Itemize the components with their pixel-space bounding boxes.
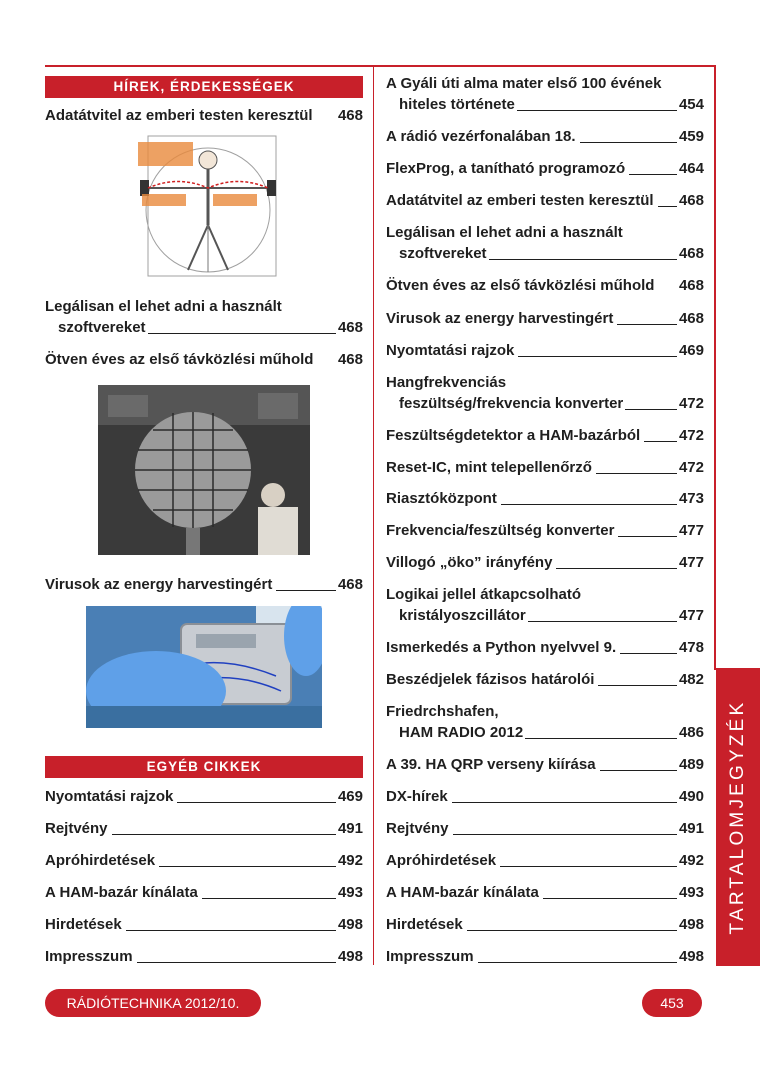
entry-page: 498 [337,916,363,933]
entry-page: 459 [678,128,704,145]
entry-title: Nyomtatási rajzok [386,342,515,359]
toc-entry[interactable] [45,786,363,807]
entry-page: 468 [337,319,363,336]
entry-title: Adatátvitel az emberi testen keresztül [45,107,313,124]
entry-page: 490 [678,788,704,805]
entry-title-line2: hiteles története [399,96,515,113]
entry-page: 469 [678,342,704,359]
entry-title: Virusok az energy harvestingért [386,310,614,327]
entry-title: Riasztóközpont [386,490,497,507]
entry-page: 468 [337,107,363,124]
entry-title: Virusok az energy harvestingért [45,576,273,593]
entry-page: 492 [678,852,704,869]
toc-entry[interactable] [386,73,704,115]
entry-page: 477 [678,522,704,539]
gloved-hand-device-image [86,606,322,728]
entry-title-line2: szoftvereket [399,245,487,262]
entry-title: Adatátvitel az emberi testen keresztül [386,192,654,209]
entry-title-line2: feszültség/frekvencia konverter [399,395,624,412]
entry-title: DX-hírek [386,788,448,805]
entry-title: A 39. HA QRP verseny kiírása [386,756,596,773]
toc-entry[interactable] [386,520,704,541]
toc-entry[interactable] [386,882,704,903]
entry-page: 473 [678,490,704,507]
entry-title-line2: kristályoszcillátor [399,607,526,624]
toc-entry[interactable] [386,457,704,478]
entry-page: 468 [337,351,363,368]
entry-page: 472 [678,427,704,444]
entry-page: 489 [678,756,704,773]
entry-page: 498 [337,948,363,965]
entry-title: Ötven éves az első távközlési műhold [45,351,314,368]
entry-title-line1: Friedrchshafen, [386,703,499,720]
entry-title: A HAM-bazár kínálata [386,884,539,901]
toc-entry[interactable] [45,850,363,871]
toc-entry[interactable] [386,946,704,967]
entry-title: Ötven éves az első távközlési műhold [386,277,655,294]
entry-title: Rejtvény [386,820,449,837]
entry-page: 498 [678,916,704,933]
toc-entry[interactable] [45,946,363,967]
entry-title: Apróhirdetések [45,852,156,869]
entry-title: Ismerkedés a Python nyelvvel 9. [386,639,617,656]
entry-title: Apróhirdetések [386,852,497,869]
toc-entry[interactable] [45,882,363,903]
toc-entry[interactable] [386,754,704,775]
entry-title-line1: A Gyáli úti alma mater első 100 évének [386,75,662,92]
toc-entry[interactable] [386,669,704,690]
toc-entry[interactable] [386,308,704,329]
toc-entry[interactable] [386,425,704,446]
toc-entry[interactable] [386,701,704,743]
entry-title: FlexProg, a tanítható programozó [386,160,626,177]
entry-page: 464 [678,160,704,177]
toc-entry[interactable] [386,222,704,264]
entry-page: 498 [678,948,704,965]
satellite-photo [98,385,310,555]
toc-entry[interactable] [386,914,704,935]
column-divider [373,65,374,965]
toc-entry[interactable] [386,372,704,414]
entry-page: 491 [678,820,704,837]
other-section-header: EGYÉB CIKKEK [45,756,363,778]
entry-title-line1: Hangfrekvenciás [386,374,507,391]
entry-page: 472 [678,459,704,476]
entry-title: Impresszum [45,948,133,965]
entry-page: 493 [678,884,704,901]
entry-page: 469 [337,788,363,805]
toc-entry[interactable] [386,850,704,871]
toc-entry[interactable] [45,105,363,126]
page-number-badge: 453 [642,989,702,1017]
virus-experiment-photo [86,606,322,728]
entry-page: 492 [337,852,363,869]
news-section-header: HÍREK, ÉRDEKESSÉGEK [45,76,363,98]
toc-entry[interactable] [386,584,704,626]
entry-title: Villogó „öko” irányfény [386,554,553,571]
entry-title: Feszültségdetektor a HAM-bazárból [386,427,641,444]
entry-page: 468 [678,192,704,209]
entry-page: 477 [678,607,704,624]
entry-page: 468 [678,310,704,327]
toc-entry[interactable] [45,349,363,370]
toc-entry[interactable] [386,126,704,147]
toc-entry[interactable] [386,275,704,296]
toc-entry[interactable] [45,296,363,338]
toc-entry[interactable] [386,340,704,361]
toc-entry[interactable] [386,637,704,658]
entry-page: 486 [678,724,704,741]
entry-title-line1: Legálisan el lehet adni a használt [45,298,282,315]
right-rule [714,65,716,670]
entry-page: 493 [337,884,363,901]
entry-title: A rádió vezérfonalában 18. [386,128,576,145]
entry-page: 472 [678,395,704,412]
telstar-satellite-image [98,385,310,555]
toc-entry[interactable] [45,818,363,839]
magazine-issue-badge: RÁDIÓTECHNIKA 2012/10. [45,989,261,1017]
entry-title: Reset-IC, mint telepellenőrző [386,459,592,476]
entry-page: 468 [678,277,704,294]
vitruvian-figure-image [128,130,278,280]
entry-title-line1: Legálisan el lehet adni a használt [386,224,623,241]
entry-title: Hirdetések [45,916,122,933]
toc-entry[interactable] [45,914,363,935]
top-rule [45,65,715,67]
entry-page: 482 [678,671,704,688]
toc-entry[interactable] [386,552,704,573]
entry-title: Rejtvény [45,820,108,837]
entry-page: 478 [678,639,704,656]
entry-title: A HAM-bazár kínálata [45,884,198,901]
entry-title-line2: HAM RADIO 2012 [399,724,524,741]
toc-entry[interactable] [386,786,704,807]
side-tab-label: TARTALOMJEGYZÉK [727,699,748,935]
entry-page: 491 [337,820,363,837]
body-data-illustration [128,130,278,280]
toc-entry[interactable] [386,190,704,211]
entry-page: 454 [678,96,704,113]
toc-entry[interactable] [386,488,704,509]
toc-entry[interactable] [386,818,704,839]
toc-entry[interactable] [386,158,704,179]
entry-title-line1: Logikai jellel átkapcsolható [386,586,582,603]
entry-page: 468 [337,576,363,593]
entry-page: 477 [678,554,704,571]
entry-title: Hirdetések [386,916,463,933]
entry-title: Beszédjelek fázisos határolói [386,671,595,688]
toc-entry[interactable] [45,574,363,595]
entry-page: 468 [678,245,704,262]
entry-title: Nyomtatási rajzok [45,788,174,805]
entry-title: Impresszum [386,948,474,965]
contents-side-tab [716,668,760,966]
entry-title: Frekvencia/feszültség konverter [386,522,615,539]
entry-title-line2: szoftvereket [58,319,146,336]
